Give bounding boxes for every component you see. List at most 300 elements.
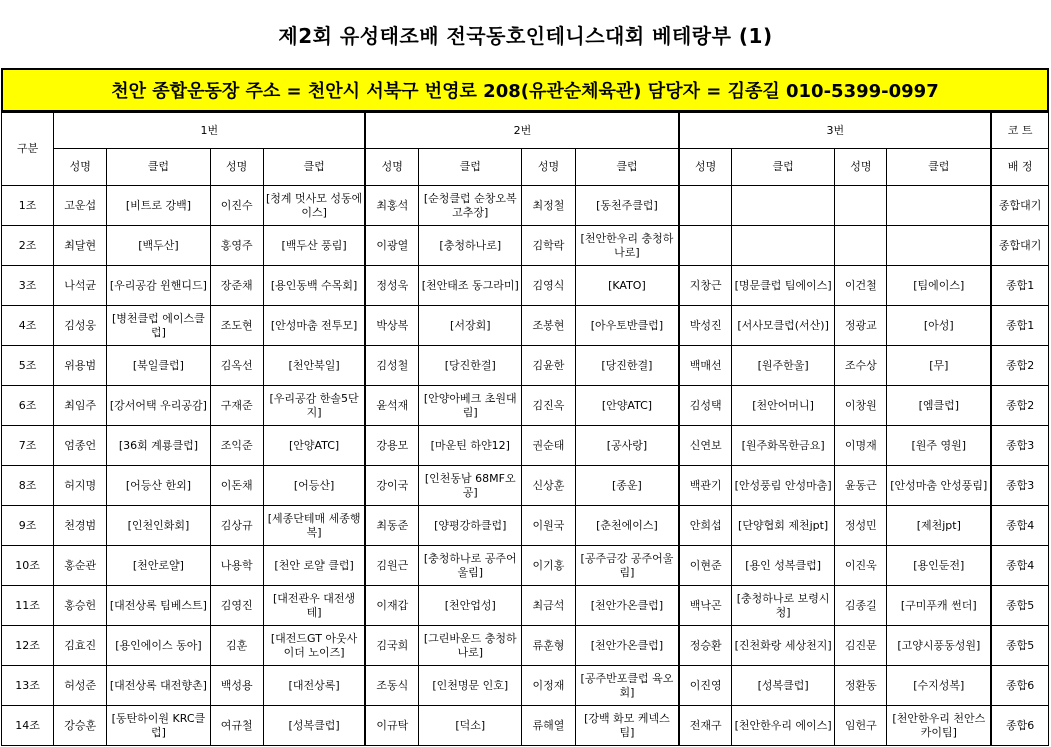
player-name-cell [365,706,418,746]
player-name-cell [679,666,731,706]
player-club: [우리공감 한솔5단지] [269,391,359,419]
player-club: [충청하나로 보령시청] [736,591,830,619]
table-row [2,706,1049,746]
player-club-cell [263,626,365,666]
club-header: 클럽 [263,149,365,186]
player-name: 김국희 [376,638,409,652]
player-club-cell [575,706,679,746]
player-name: 김성철 [376,358,409,372]
player-name-cell [522,586,575,626]
name-header: 성명 [210,149,263,186]
player-name-cell [679,506,731,546]
player-name: 이진수 [220,198,253,212]
player-club-cell [107,426,210,466]
player-name: 조동식 [376,678,409,692]
player-club: [충청하나로] [439,238,502,252]
table-row [2,186,1049,226]
player-club-cell [731,386,834,426]
player-name-cell [210,626,263,666]
player-club-cell [575,306,679,346]
player-club: [동탄하이원 KRC클럽] [111,711,206,739]
player-club: [북일클럽] [132,358,184,372]
group-cell: 4조 [2,306,54,346]
player-name-cell [522,266,575,306]
player-club: [서장회] [450,318,491,332]
player-name-cell [365,506,418,546]
player-name: 김원근 [376,558,409,572]
court-assignment-cell: 종합2 [991,386,1048,426]
player-club-cell [107,186,210,226]
player-name-cell [522,626,575,666]
player-name-cell [54,426,107,466]
player-club: [아우토반클럽] [590,318,664,332]
group-cell: 6조 [2,386,54,426]
player-name: 허성준 [64,678,97,692]
player-name: 최홍석 [376,198,409,212]
player-name-cell [522,186,575,226]
player-club: [팀에이스] [913,278,965,292]
player-name-cell [54,506,107,546]
player-club: [천안 로얄 클럽] [274,558,354,572]
player-club: [인천인화회] [127,518,190,532]
player-name: 전재구 [689,718,722,732]
player-name: 이기홍 [532,558,565,572]
player-club-cell [263,306,365,346]
player-club: [청계 멋사모 성동에이스] [265,191,363,219]
player-name: 홍승헌 [64,598,97,612]
player-club-cell [419,306,522,346]
player-name: 신상훈 [532,478,565,492]
player-name-cell [522,666,575,706]
group-cell: 3조 [2,266,54,306]
player-name-cell [54,346,107,386]
player-club: [원주 영원] [911,438,967,452]
player-name-cell [522,346,575,386]
player-name: 김진옥 [532,398,565,412]
player-name: 이현준 [689,558,722,572]
player-name: 김학락 [532,238,565,252]
player-name-cell [522,466,575,506]
player-club: [단양협회 제천jpt] [738,518,829,532]
player-club-cell [263,186,365,226]
player-club-cell [263,226,365,266]
player-club: [인천명문 인호] [432,678,509,692]
table-row [2,226,1049,266]
player-name: 이돈채 [220,478,253,492]
player-club-cell [107,226,210,266]
player-club-cell [419,466,522,506]
player-name-cell [835,706,887,746]
player-name: 이진영 [689,678,722,692]
player-club: [용인둔전] [913,558,965,572]
player-club-cell [419,666,522,706]
player-name-cell [54,306,107,346]
player-name: 백매선 [689,358,722,372]
player-name: 위용범 [64,358,97,372]
player-club-cell [887,466,991,506]
player-name: 임헌구 [844,718,877,732]
player-name: 최동준 [376,518,409,532]
player-name: 강승훈 [64,718,97,732]
player-club-cell [419,586,522,626]
name-header: 성명 [679,149,731,186]
court-assignment-cell: 종합5 [991,626,1048,666]
player-name: 최금석 [532,598,565,612]
court-assignment-cell: 종합6 [991,706,1048,746]
subheader-row [2,149,1049,186]
player-name-cell [210,466,263,506]
player-name-cell [54,186,107,226]
player-name: 정환동 [844,678,877,692]
player-club-cell [887,706,991,746]
player-club-cell [731,506,834,546]
player-name: 천경범 [64,518,97,532]
player-name-cell [365,466,418,506]
group-cell: 13조 [2,666,54,706]
player-name-cell [365,586,418,626]
player-club-cell [887,386,991,426]
player-club-cell [731,666,834,706]
player-club-cell [575,506,679,546]
player-club: [무] [929,358,949,372]
court-assignment-cell: 종합3 [991,466,1048,506]
player-club: [천안한우리 천안스카이팀] [892,711,986,739]
player-name-cell [365,386,418,426]
player-club-cell [419,706,522,746]
player-name-cell [210,386,263,426]
player-club-cell [887,546,991,586]
table-row [2,506,1049,546]
player-name: 이광열 [376,238,409,252]
player-name-cell [210,586,263,626]
player-club-cell [419,186,522,226]
player-name-cell [54,386,107,426]
player-name-cell [54,706,107,746]
player-club-cell [731,466,834,506]
player-name: 홍순관 [64,558,97,572]
player-club-cell [107,666,210,706]
player-club: [공주금강 공주어울림] [580,551,674,579]
player-club-cell [263,546,365,586]
player-club-cell [263,586,365,626]
player-club: [천안태조 동그라미] [421,278,519,292]
player-club: [명문클럽 팀에이스] [734,278,832,292]
player-club: [천안한우리 충청하나로] [580,231,674,259]
player-club: [서사모클럽(서산)] [737,318,829,332]
player-name-cell [522,386,575,426]
player-name-cell [679,426,731,466]
player-club: [순청클럽 순창오복고추장] [423,191,517,219]
player-name: 조익준 [220,438,253,452]
player-name-cell [210,666,263,706]
player-club: [대전상록] [288,678,340,692]
player-name-cell [365,186,418,226]
player-name: 김영진 [220,598,253,612]
player-name-cell [365,426,418,466]
player-name-cell [835,386,887,426]
group-cell: 10조 [2,546,54,586]
player-name: 류해열 [532,718,565,732]
player-club-cell [263,706,365,746]
player-name: 백낙곤 [689,598,722,612]
player-name: 안희섭 [689,518,722,532]
player-name: 이규탁 [376,718,409,732]
court-assignment-cell: 종합4 [991,546,1048,586]
player-club-cell [731,226,834,266]
player-club: [우리공감 윈핸디드] [109,278,207,292]
player-club: [강백 화모 케넥스팀] [584,711,670,739]
player-name: 김윤한 [532,358,565,372]
player-club: [안성풍림 안성마춤] [734,478,832,492]
player-name: 김영식 [532,278,565,292]
player-name: 정승환 [689,638,722,652]
player-club: [공사랑] [606,438,648,452]
player-name-cell [54,266,107,306]
player-club: [춘천에이스] [596,518,658,532]
player-name: 홍영주 [220,238,253,252]
player-name: 장준채 [220,278,253,292]
player-name: 김종길 [844,598,877,612]
player-name: 김훈 [226,638,248,652]
player-club: [어등산] [293,478,335,492]
player-name-cell [679,186,731,226]
player-club-cell [107,706,210,746]
player-name: 조수상 [844,358,877,372]
club-header: 클럽 [731,149,834,186]
player-name-cell [210,346,263,386]
player-name-cell [54,546,107,586]
player-name: 이창원 [844,398,877,412]
player-name-cell [679,346,731,386]
player-club-cell [263,346,365,386]
name-header: 성명 [522,149,575,186]
player-name-cell [522,426,575,466]
player-club-cell [575,226,679,266]
player-name: 여규철 [220,718,253,732]
page-title: 제2회 유성태조배 전국동호인테니스대회 베테랑부 (1) [278,23,773,48]
player-club-cell [419,506,522,546]
player-club-cell [263,266,365,306]
court-assignment-cell: 종합대기 [991,226,1048,266]
club-header: 클럽 [419,149,522,186]
player-name: 정성민 [844,518,877,532]
player-club-cell [419,266,522,306]
player-club-cell [419,346,522,386]
table-row [2,626,1049,666]
player-club-cell [107,266,210,306]
player-name-cell [522,226,575,266]
player-name: 최임주 [64,398,97,412]
player-club: [진천화랑 세상천지] [734,638,832,652]
player-name: 백관기 [689,478,722,492]
player-club-cell [107,346,210,386]
player-name: 김성택 [689,398,722,412]
club-header: 클럽 [575,149,679,186]
player-name: 류훈형 [532,638,565,652]
player-name: 이건철 [844,278,877,292]
group-cell: 7조 [2,426,54,466]
court-1-header: 1번 [54,113,366,149]
player-name-cell [365,666,418,706]
player-name-cell [835,666,887,706]
table-row [2,386,1049,426]
player-name: 나용학 [220,558,253,572]
player-club: [마운틴 하얀12] [430,438,510,452]
player-club: [공주반포클럽 육오회] [580,671,674,699]
player-name: 조도현 [220,318,253,332]
player-club: [천안한우리 에이스] [734,718,832,732]
player-club-cell [419,426,522,466]
player-name: 박성진 [689,318,722,332]
player-name: 지창근 [689,278,722,292]
player-name-cell [835,586,887,626]
name-header: 성명 [835,149,887,186]
player-name: 강용모 [376,438,409,452]
table-row [2,346,1049,386]
court-assignment-cell: 종합5 [991,586,1048,626]
player-name: 김효진 [64,638,97,652]
player-club: [엠클럽] [918,398,960,412]
table-row [2,466,1049,506]
player-name: 정성욱 [376,278,409,292]
player-name-cell [210,306,263,346]
player-club: [덕소] [455,718,486,732]
player-name-cell [365,226,418,266]
player-club: [성복클럽] [757,678,809,692]
player-club-cell [887,306,991,346]
player-club-cell [263,466,365,506]
player-club: [용인동백 수목회] [270,278,358,292]
player-club-cell [263,506,365,546]
player-club-cell [731,426,834,466]
player-club-cell [731,546,834,586]
player-name: 이진욱 [844,558,877,572]
table-row [2,666,1049,706]
player-name-cell [54,666,107,706]
player-club: [당진한결] [444,358,496,372]
court-assignment-cell: 종합1 [991,306,1048,346]
player-name: 이원국 [532,518,565,532]
player-name: 김진문 [844,638,877,652]
group-cell: 11조 [2,586,54,626]
court-assignment-cell: 종합2 [991,346,1048,386]
player-name: 신연보 [689,438,722,452]
player-club-cell [575,666,679,706]
group-cell: 14조 [2,706,54,746]
player-name-cell [835,426,887,466]
venue-banner: 천안 종합운동장 주소 = 천안시 서북구 번영로 208(유관순체육관) 담당자 = 김종길 010-5399-0997 [1,68,1049,112]
player-club: [천안가온클럽] [590,598,664,612]
player-name-cell [679,386,731,426]
player-name: 나석균 [64,278,97,292]
table-row [2,546,1049,586]
player-club: [대전관우 대전생테] [273,591,356,619]
player-name: 이명재 [844,438,877,452]
player-club: [대전상록 팀베스트] [109,598,207,612]
player-club: [수지성복] [913,678,965,692]
player-name: 김성웅 [64,318,97,332]
player-club-cell [263,386,365,426]
player-name-cell [835,506,887,546]
player-club-cell [107,306,210,346]
player-name-cell [835,466,887,506]
player-club-cell [107,546,210,586]
player-name-cell [679,266,731,306]
player-club-cell [107,626,210,666]
player-name: 백성용 [220,678,253,692]
player-name-cell [679,306,731,346]
player-club: [안성마춤 전투모] [270,318,358,332]
player-club-cell [887,506,991,546]
player-name-cell [365,546,418,586]
court-assignment-cell: 종합4 [991,506,1048,546]
table-row [2,426,1049,466]
player-name: 권순태 [532,438,565,452]
player-club-cell [887,626,991,666]
player-club-cell [107,386,210,426]
player-club-cell [731,586,834,626]
player-club-cell [575,266,679,306]
club-header: 클럽 [107,149,210,186]
player-name: 강이국 [376,478,409,492]
player-name-cell [365,266,418,306]
player-name-cell [365,306,418,346]
player-club-cell [887,426,991,466]
player-club-cell [419,386,522,426]
player-name-cell [835,186,887,226]
player-name: 허지명 [64,478,97,492]
player-club: [고양시풍동성원] [897,638,981,652]
name-header: 성명 [54,149,107,186]
player-club: [그린바운드 충청하나로] [423,631,517,659]
player-club-cell [419,226,522,266]
player-name-cell [365,346,418,386]
player-name-cell [679,546,731,586]
player-club-cell [575,546,679,586]
player-name-cell [54,226,107,266]
player-club: [KATO] [608,278,646,292]
group-cell: 2조 [2,226,54,266]
player-club: [세종단테매 세종행복] [267,511,361,539]
player-club: [비트로 강백] [125,198,192,212]
player-name-cell [522,306,575,346]
player-name-cell [365,626,418,666]
player-name: 고운섭 [64,198,97,212]
player-name-cell [54,626,107,666]
player-name: 최달현 [64,238,97,252]
court-assignment-cell: 종합1 [991,266,1048,306]
player-club-cell [731,706,834,746]
player-name-cell [54,466,107,506]
player-name: 정광교 [844,318,877,332]
player-name-cell [522,546,575,586]
player-club: [안양아베크 초원대림] [423,391,517,419]
player-club-cell [107,466,210,506]
player-club-cell [419,546,522,586]
player-club-cell [887,666,991,706]
player-club-cell [575,466,679,506]
player-name-cell [679,466,731,506]
player-name: 최정철 [532,198,565,212]
player-club: [용인 성복클럽] [745,558,822,572]
group-header: 구분 [2,113,54,186]
player-club-cell [575,386,679,426]
group-cell: 8조 [2,466,54,506]
player-club: [천안어머니] [752,398,814,412]
player-club: [대전상록 대전향촌] [109,678,207,692]
player-club: [인천동남 68MF오공] [424,471,516,499]
table-row [2,266,1049,306]
